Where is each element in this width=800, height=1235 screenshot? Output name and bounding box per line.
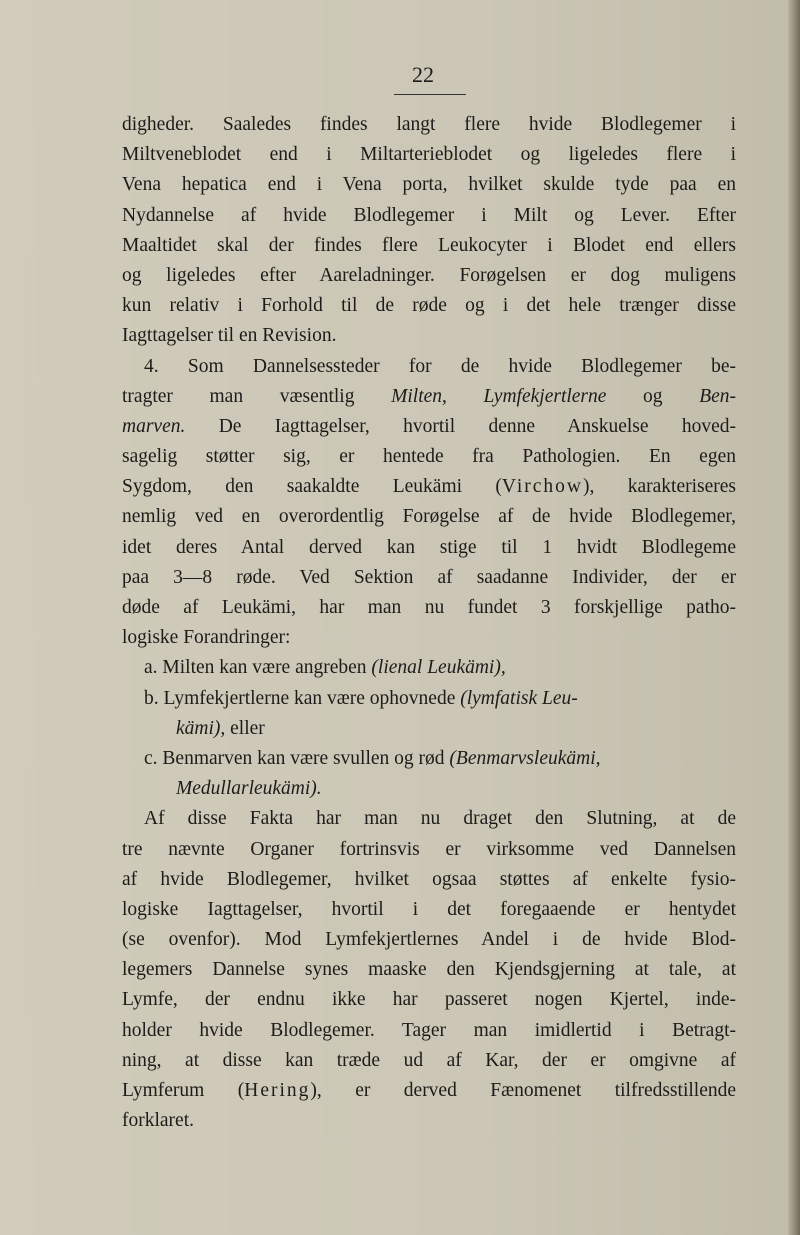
text-line: Lymfe, der endnu ikke har passeret nogen Kjertel, inde- [122, 989, 736, 1011]
text-line [122, 472, 736, 502]
text-line [122, 1076, 736, 1106]
list-item-b [122, 684, 736, 714]
text-line: tre nævnte Organer fortrinsvis er virksomme ved Dannelsen [122, 838, 736, 860]
text-line: idet deres Antal derved kan stige til 1 hvidt Blodlegeme [122, 536, 736, 558]
text-line: 4. Som Dannelsessteder for de hvide Blodlegemer be- [144, 355, 736, 377]
page-number-rule [394, 94, 466, 95]
body-text [122, 110, 736, 1136]
italic-term: Lymfekjertlerne [483, 385, 607, 407]
italic-term: (Benmarvsleukämi, [449, 747, 601, 769]
text-line: Iagttagelser til en Revision. [122, 325, 337, 347]
page-number: 22 [412, 62, 434, 87]
text-line: (se ovenfor). Mod Lymfekjertlernes Andel i de hvide Blod- [122, 929, 736, 951]
list-item-a [122, 653, 736, 683]
text-span: eller [225, 717, 265, 739]
text-line: nemlig ved en overordentlig Forøgelse af de hvide Blodlegemer, [122, 506, 736, 528]
author-name: Hering [244, 1080, 311, 1101]
text-line: sagelig støtter sig, er hentede fra Pathologien. En egen [122, 446, 736, 468]
list-item-c-cont [122, 774, 736, 804]
text-line: paa 3—8 røde. Ved Sektion af saadanne Individer, der er [122, 566, 736, 588]
text-span: Sygdom, den saakaldte Leukämi ( [122, 476, 502, 498]
italic-term: Medullarleukämi). [176, 778, 322, 800]
text-line: Vena hepatica end i Vena porta, hvilket skulde tyde paa en [122, 174, 736, 196]
text-span: Lymferum ( [122, 1080, 245, 1101]
italic-term: (lymfatisk Leu- [460, 687, 578, 709]
text-line: og ligeledes efter Aareladninger. Forøgelsen er dog muligens [122, 264, 736, 286]
text-line: holder hvide Blodlegemer. Tager man imidlertid i Betragt- [122, 1019, 736, 1041]
italic-term: Milten [391, 385, 443, 407]
text-span: , [442, 385, 484, 407]
text-span: tragter man væsentlig [122, 385, 392, 407]
text-line: døde af Leukämi, har man nu fundet 3 forskjellige patho- [122, 597, 736, 618]
author-name: Virchow [501, 476, 583, 498]
list-item-b-cont [122, 714, 736, 744]
text-line: ning, at disse kan træde ud af Kar, der er omgivne af [122, 1049, 736, 1071]
text-line: forklaret. [122, 1110, 195, 1132]
text-line: logiske Forandringer: [122, 627, 291, 649]
italic-term: marven. [122, 415, 186, 437]
text-line: logiske Iagttagelser, hvortil i det foregaaende er hentydet [122, 898, 736, 920]
text-line: Af disse Fakta har man nu draget den Slutning, at de [144, 808, 736, 830]
italic-term: kämi), [176, 717, 226, 739]
italic-term: Ben- [699, 385, 737, 407]
text-span: c. Benmarven kan være svullen og rød [144, 747, 450, 769]
text-line: kun relativ i Forhold til de røde og i det hele trænger disse [122, 295, 736, 317]
text-span: og [606, 385, 700, 407]
text-line: digheder. Saaledes findes langt flere hvide Blodlegemer i [122, 114, 736, 135]
text-line [122, 412, 736, 442]
text-span: a. Milten kan være angreben [144, 657, 372, 679]
text-span: ), er derved Fænomenet tilfredsstillende [310, 1080, 737, 1101]
page-edge [788, 0, 800, 1235]
text-line [122, 382, 736, 412]
text-span: De Iagttagelser, hvortil denne Anskuelse hoved- [185, 415, 736, 437]
text-line: Miltveneblodet end i Miltarterieblodet og ligeledes flere i [122, 144, 736, 166]
text-line: Maaltidet skal der findes flere Leukocyter i Blodet end ellers [122, 234, 736, 256]
text-span: ), karakteriseres [582, 476, 737, 498]
text-line: af hvide Blodlegemer, hvilket ogsaa støttes af enkelte fysio- [122, 868, 736, 890]
italic-term: (lienal Leukämi), [371, 657, 506, 679]
text-line: Nydannelse af hvide Blodlegemer i Milt og Lever. Efter [122, 204, 736, 226]
list-item-c [122, 744, 736, 774]
text-line: legemers Dannelse synes maaske den Kjendsgjerning at tale, at [122, 959, 736, 981]
text-span: b. Lymfekjertlerne kan være ophovnede [144, 687, 461, 709]
